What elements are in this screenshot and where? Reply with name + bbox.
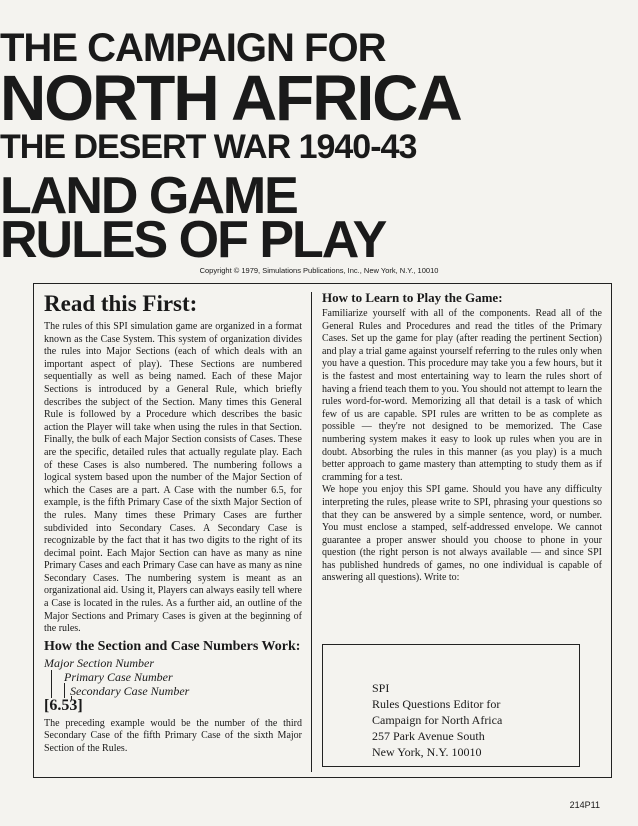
- column-divider: [311, 292, 312, 772]
- major-section-label: Major Section Number: [44, 655, 154, 670]
- title-line-4: LAND GAME: [0, 167, 297, 225]
- secondary-case-label: Secondary Case Number: [70, 683, 190, 698]
- read-this-first-heading: Read this First:: [44, 291, 198, 316]
- how-to-learn-paragraph-2: We hope you enjoy this SPI game. Should you have any difficulty interpreting the rules, please write to SPI, phrasing your questions so that they can be answered by a simple sentence, word, or number. You must enclose a stamped, self-addressed envelope. We cannot guarantee a proper answer should you choose to phone in your question (the right person is not always available — and since SPI has published hundreds of games, no one individual is capable of answering all questions). Write to:: [322, 484, 602, 584]
- how-to-learn-paragraph-1: Familiarize yourself with all of the components. Read all of the General Rules and Procedures and read the titles of the Primary Cases. Set up the game for play (after reading the pertinent Section) and play a trial game against yourself referring to the rules only when you have a question. This procedure may take you a few hours, but it is the fastest and most entertaining way to learn the rules short of having a friend teach them to you. You should not attempt to learn the rules word-for-word. Memorizing all that detail is a task of which few of us are capable. SPI rules are written to be as complete as possible — they're not designed to be memorized. The Case numbering system makes it easy to look up rules when you are in doubt. Absorbing the rules in this manner (as you play) is a much better approach to game mastery than attempting to study them as if cramming for a test.: [322, 308, 602, 483]
- right-column: [322, 290, 602, 585]
- read-this-first-body: The rules of this SPI simulation game are organized in a format known as the Case System. This system of organization divides the rules into Major Sections (each of which deals with an important aspect of play). These Sections are numbered sequentially as well as being named. Each of these Major Sections is introduced by a General Rule, which briefly describes the subject of the Section. Many times this General Rule is followed by a Procedure which describes the basic action the Player will take when using the rules in that Section. Finally, the bulk of each Major Section consists of Cases. These are the specific, detailed rules that actually regulate play. Each of these Cases is also numbered. The numbering follows a logical system based upon the number of the Major Section of which the Cases are a part. A Case with the number 6.5, for example, is the fifth Primary Case of the sixth Major Section of the rules. Many times these Primary Cases are further subdivided into Secondary Cases. A Secondary Case is recognizable by the fact that it has two digits to the right of its decimal point. Each Major Section can have as many as nine Primary Cases and each Primary Case can have as many as nine Secondary Cases. The numbering system is meant as an organizational aid. Using it, Players can always easily tell where a Case is located in the rules. As a further aid, an outline of the Major Sections and Primary Cases is given at the beginning of the rules.: [44, 321, 302, 635]
- title-line-2: NORTH AFRICA: [0, 62, 461, 134]
- arrow-major-icon: [51, 670, 52, 698]
- address-line-2: Rules Questions Editor for: [372, 697, 501, 711]
- title-line-1: THE CAMPAIGN FOR: [0, 26, 386, 70]
- address-line-3: Campaign for North Africa: [372, 713, 503, 727]
- section-numbers-heading: How the Section and Case Numbers Work:: [44, 638, 301, 654]
- address-line-5: New York, N.Y. 10010: [372, 745, 482, 759]
- example-explanation: The preceding example would be the number of the third Secondary Case of the fifth Primary Case of the sixth Major Section of the Rules.: [44, 717, 302, 755]
- address-line-4: 257 Park Avenue South: [372, 729, 485, 743]
- title-line-5: RULES OF PLAY: [0, 211, 386, 269]
- case-number-example: [44, 656, 302, 714]
- address-lines: [372, 680, 502, 760]
- copyright-line: Copyright © 1979, Simulations Publications, Inc., New York, N.Y., 10010: [199, 266, 439, 275]
- primary-case-label: Primary Case Number: [64, 669, 173, 684]
- left-column: [44, 290, 302, 756]
- example-case-number: [6.53]: [44, 696, 83, 714]
- title-line-3: THE DESERT WAR 1940-43: [0, 128, 417, 166]
- how-to-learn-heading: How to Learn to Play the Game:: [322, 290, 503, 305]
- arrow-primary-icon: [64, 683, 65, 698]
- page-code: 214P11: [569, 800, 600, 810]
- address-line-1: SPI: [372, 681, 390, 695]
